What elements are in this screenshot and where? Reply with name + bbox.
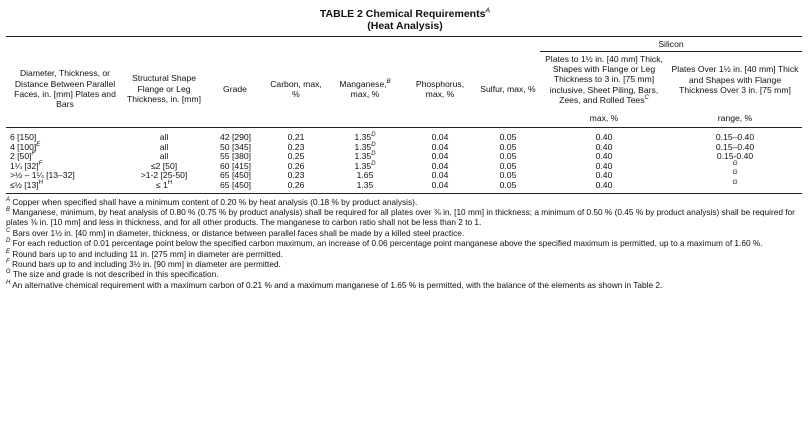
footnotes — [6, 197, 802, 291]
table-body — [6, 133, 802, 193]
footnote-key: D — [6, 238, 11, 245]
cell-value: 0.04 — [431, 131, 449, 142]
table-row — [6, 181, 802, 191]
table-row — [6, 162, 802, 172]
manganese-footnote-marker: B — [386, 78, 391, 85]
title-sub: (Heat Analysis) — [367, 20, 443, 32]
cell-value: 0.23 — [287, 170, 305, 181]
footnote-key: H — [6, 279, 11, 286]
footnote-key: E — [6, 248, 11, 255]
cell-value: 1.35 — [354, 160, 372, 171]
cell-value: 0.23 — [287, 141, 305, 152]
footnote-marker: E — [36, 141, 41, 148]
cell-value: 42 [290] — [220, 131, 252, 142]
footnote-text: Bars over 1½ in. [40 mm] in diameter, thickness, or distance between parallel faces shall be made by a killed steel practice. — [12, 227, 465, 238]
footnote-h — [6, 280, 802, 290]
cell-value: ≤2 [50] — [150, 160, 178, 171]
col-header-si-over: Plates Over 1½ in. [40 mm] Thick and Shapes with Flange Thickness Over 3 in. [75 mm] — [671, 64, 799, 96]
cell-value: 0.05 — [499, 151, 517, 162]
cell-value: 4 [100] — [10, 141, 37, 152]
footnote-e — [6, 249, 802, 259]
cell-value: 0.04 — [431, 141, 449, 152]
cell-value: 0.05 — [499, 160, 517, 171]
footnote-d — [6, 238, 802, 248]
col-header-phosphorus: Phosphorus, max, % — [415, 78, 465, 99]
cell-value: G — [732, 159, 738, 167]
cell-value: 2 [50] — [10, 151, 32, 162]
cell-value: all — [159, 141, 169, 152]
footnote-marker: D — [371, 151, 376, 158]
cell-value: 0.15–0.40 — [715, 131, 755, 142]
footnote-f — [6, 259, 802, 269]
cell-value: 0.04 — [431, 170, 449, 181]
cell-value: 0.21 — [287, 131, 305, 142]
cell-value: 0.15-0.40 — [716, 151, 754, 162]
silicon-header: Silicon — [540, 37, 802, 52]
footnote-a — [6, 197, 802, 207]
footnote-marker: D — [371, 141, 376, 148]
cell-carbon — [266, 181, 326, 191]
footnote-key: A — [6, 196, 11, 203]
footnote-marker: D — [371, 132, 376, 139]
cell-value: 6 [150] — [10, 131, 37, 142]
col-header-carbon: Carbon, max, % — [270, 78, 322, 99]
cell-value: ≤½ [13] — [10, 179, 39, 190]
title-main: TABLE 2 Chemical Requirements — [319, 8, 486, 20]
cell-value: 55 [380] — [220, 151, 252, 162]
table-row — [6, 143, 802, 153]
cell-value: 1.35 — [354, 141, 372, 152]
cell-value: 0.40 — [595, 141, 613, 152]
footnote-marker: F — [31, 151, 36, 158]
table-row — [6, 152, 802, 162]
si-plates-footnote-marker: C — [644, 95, 649, 102]
cell-value: 0.05 — [499, 141, 517, 152]
cell-dia — [6, 181, 124, 191]
footnote-text: Manganese, minimum, by heat analysis of 0.80 % (0.75 % by product analysis) shall be required for all plates over ⅜ in. [10 mm] in thickness; a minimum of 0.50 % (0.45 % by product analysis) shall be required for plates ⅜ in. [10 mm] and less in thickness, and for all other products. The manganese to carbon ratio shall not be less than 2 to 1. — [6, 206, 795, 228]
footnote-text: An alternative chemical requirement with a maximum carbon of 0.21 % and a maximum manganese of 1.65 % is permitted, with the balance of the elements as shown in Table 2. — [12, 279, 663, 290]
col-header-sulfur: Sulfur, max, % — [480, 83, 536, 94]
cell-value: 1.65 — [356, 170, 374, 181]
cell-value: 0.40 — [595, 170, 613, 181]
cell-value: 0.04 — [431, 151, 449, 162]
footnote-key: C — [6, 227, 11, 234]
footnote-marker: H — [167, 180, 173, 187]
footnote-g — [6, 269, 802, 279]
cell-value: 65 [450] — [220, 179, 252, 190]
table-row — [6, 171, 802, 181]
table-title — [0, 0, 810, 32]
cell-value: 0.05 — [499, 170, 517, 181]
footnote-key: F — [6, 259, 10, 266]
footnote-key: B — [6, 207, 11, 214]
cell-value: all — [159, 151, 169, 162]
cell-value: ≤ 1 — [155, 179, 168, 190]
footnote-text: The size and grade is not described in this specification. — [12, 269, 219, 280]
manganese-label-tail: max, % — [350, 88, 380, 99]
cell-value: 1¼ [32] — [10, 160, 39, 171]
cell-value: 1.35 — [356, 179, 374, 190]
cell-mn — [326, 181, 404, 191]
footnote-text: Round bars up to and including 3½ in. [90 mm] in diameter are permitted. — [11, 258, 281, 269]
footnote-marker: F — [38, 160, 43, 167]
cell-value: 0.26 — [287, 160, 305, 171]
cell-value: 0.04 — [431, 179, 449, 190]
col-header-grade: Grade — [223, 83, 247, 94]
col-header-si-range: range, % — [717, 112, 753, 123]
si-plates-label: Plates to 1½ in. [40 mm] Thick, Shapes with Flange or Leg Thickness to 3 in. [75 mm] inclusive, Sheet Piling, Bars, Zees, and Rolled Tees — [545, 53, 663, 106]
cell-value: 60 [415] — [220, 160, 252, 171]
footnote-marker: D — [371, 160, 376, 167]
chemical-requirements-table — [6, 36, 802, 194]
cell-value: all — [159, 131, 169, 142]
cell-value: 0.25 — [287, 151, 305, 162]
footnote-c — [6, 228, 802, 238]
cell-value: 1.35 — [354, 151, 372, 162]
cell-shape — [124, 181, 204, 191]
cell-value: >½ – 1¼ [13–32] — [10, 170, 75, 181]
cell-value: 65 [450] — [220, 170, 252, 181]
cell-value: 0.05 — [499, 131, 517, 142]
cell-value: 0.05 — [499, 179, 517, 190]
col-header-shape: Structural Shape Flange or Leg Thickness, in. [mm] — [126, 73, 202, 105]
cell-p — [404, 181, 476, 191]
footnote-text: Copper when specified shall have a minimum content of 0.20 % by heat analysis (0.18 % by product analysis). — [12, 196, 418, 207]
cell-value: G — [732, 169, 738, 177]
col-header-si-max: max, % — [589, 112, 619, 123]
title-footnote-marker: A — [485, 7, 491, 15]
footnote-text: Round bars up to and including 11 in. [275 mm] in diameter are permitted. — [12, 248, 283, 259]
footnote-text: For each reduction of 0.01 percentage point below the specified carbon maximum, an increase of 0.06 percentage point manganese above the specified maximum is permitted, up to a maximum of 1.60 %. — [12, 238, 763, 249]
cell-value: 1.35 — [354, 131, 372, 142]
cell-grade — [204, 181, 266, 191]
cell-value: 0.40 — [595, 151, 613, 162]
cell-value: >1-2 [25-50] — [140, 170, 188, 181]
cell-value: G — [732, 179, 738, 187]
footnote-key: G — [6, 269, 11, 276]
footnote-marker: H — [38, 180, 43, 187]
cell-value: 0.40 — [595, 179, 613, 190]
col-header-diameter: Diameter, Thickness, or Distance Between Parallel Faces, in. [mm] Plates and Bars — [14, 68, 116, 110]
manganese-label: Manganese, — [339, 78, 387, 89]
cell-s — [476, 181, 540, 191]
cell-value: 0.40 — [595, 131, 613, 142]
cell-si-max — [540, 181, 668, 191]
cell-value: 0.04 — [431, 160, 449, 171]
table-row — [6, 133, 802, 143]
col-header-si-plates — [540, 51, 668, 109]
cell-value: 0.26 — [287, 179, 305, 190]
cell-value: 50 [345] — [220, 141, 252, 152]
col-header-manganese — [326, 51, 404, 127]
cell-value: 0.40 — [595, 160, 613, 171]
cell-si-range — [668, 181, 802, 191]
cell-value: 0.15–0.40 — [715, 141, 755, 152]
footnote-b — [6, 207, 802, 228]
